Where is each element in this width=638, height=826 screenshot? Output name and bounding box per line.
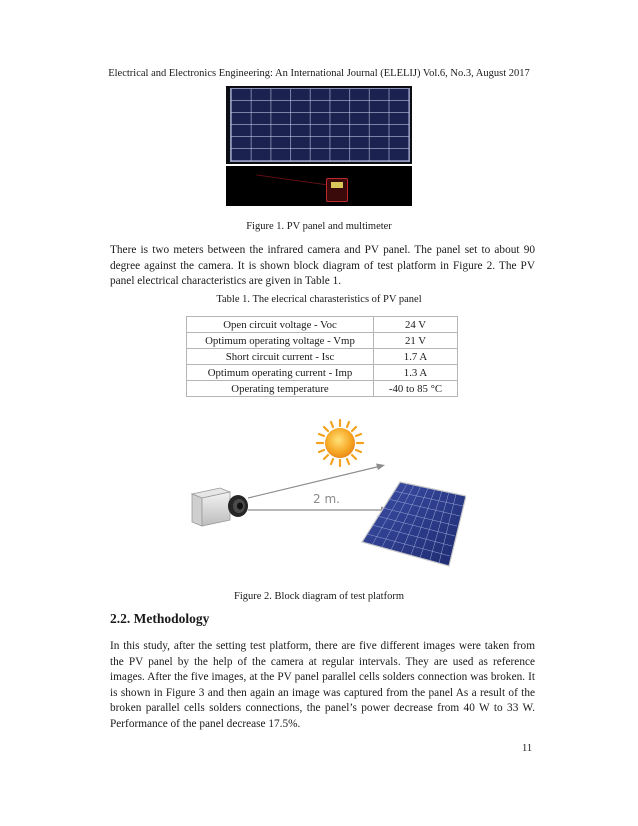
multimeter-icon xyxy=(326,178,348,202)
table-row xyxy=(187,349,458,365)
table-row xyxy=(187,365,458,381)
pv-panel-cells xyxy=(230,88,410,162)
table-row xyxy=(187,381,458,397)
table-1-caption: Table 1. The elecrical charasteristics of PV panel xyxy=(216,294,422,305)
table-cell-label: Open circuit voltage - Voc xyxy=(187,317,374,333)
body-paragraph-2: In this study, after the setting test platform, there are five different images were taken from the PV panel by the help of the camera at regular intervals. They are used as reference images. After the five images, at the PV panel parallel cells solders connection was broken. It is shown in Figure 3 and then again an image was captured from the panel As a result of the broken parallel cells solders connections, the panel’s power decrease from 40 W to 33 W. Performance of the panel decrease 17.5%. xyxy=(110,640,535,730)
figure-1-caption: Figure 1. PV panel and multimeter xyxy=(246,221,392,232)
body-paragraph-1: There is two meters between the infrared camera and PV panel. The panel set to about 90 degree against the camera. It is shown block diagram of test platform in Figure 2. The PV panel electrical characteristics are given in Table 1. xyxy=(110,244,535,287)
table-cell-value: 21 V xyxy=(374,333,458,349)
pv-panel-photo xyxy=(226,86,412,164)
table-cell-value: 1.3 A xyxy=(374,365,458,381)
table-cell-label: Optimum operating current - Imp xyxy=(187,365,374,381)
table-cell-label: Optimum operating voltage - Vmp xyxy=(187,333,374,349)
table-cell-label: Short circuit current - Isc xyxy=(187,349,374,365)
figure-1-photo xyxy=(226,86,412,206)
page-number: 11 xyxy=(522,743,533,754)
table-row xyxy=(187,333,458,349)
solar-panel-icon xyxy=(362,482,466,566)
table-cell-value: -40 to 85 °C xyxy=(374,381,458,397)
multimeter-photo-area xyxy=(226,166,412,206)
figure-2-caption: Figure 2. Block diagram of test platform xyxy=(233,591,404,602)
measurement-arrows xyxy=(248,464,390,514)
pv-characteristics-table xyxy=(186,316,458,397)
figure-2-diagram xyxy=(186,418,466,568)
table-cell-value: 24 V xyxy=(374,317,458,333)
camera-icon xyxy=(192,488,248,526)
table-cell-label: Operating temperature xyxy=(187,381,374,397)
distance-label: 2 m. xyxy=(313,492,340,506)
sun-icon xyxy=(317,420,363,466)
table-cell-value: 1.7 A xyxy=(374,349,458,365)
table-row xyxy=(187,317,458,333)
section-heading: 2.2. Methodology xyxy=(110,611,210,626)
running-header: Electrical and Electronics Engineering: An International Journal (ELELIJ) Vol.6, No.3, August 2017 xyxy=(108,68,530,79)
